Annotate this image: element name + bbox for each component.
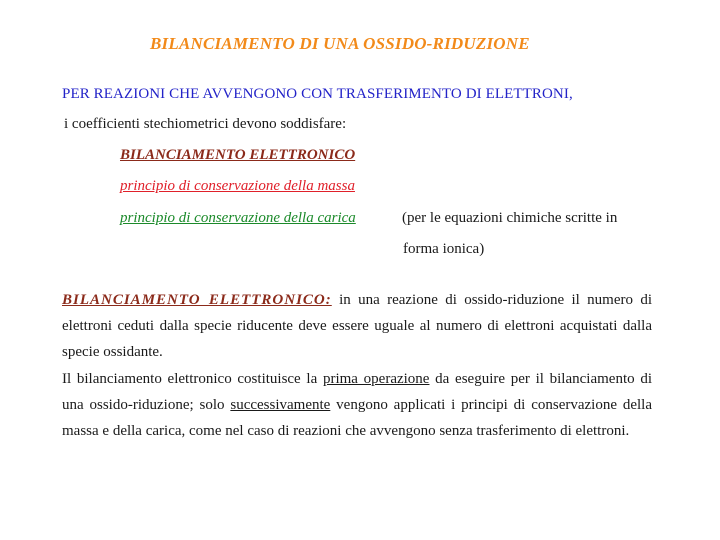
procedure-text-3: vengono applicati i principi di conservazione della massa e della carica, come nel caso di reazioni che avvengono senza trasferimento di elettroni. [62,397,652,439]
electronic-balance-text: in una reazione di ossido-riduzione il numero di elettroni ceduti dalla specie riducente deve essere uguale al numero di elettroni acquistati dalla specie ossidante. [62,292,652,360]
electronic-balance-label: BILANCIAMENTO ELETTRONICO: [62,292,332,308]
slide-title: BILANCIAMENTO DI UNA OSSIDO-RIDUZIONE [150,34,530,53]
requirement-charge-conservation: principio di conservazione della carica [120,210,356,226]
section-heading: PER REAZIONI CHE AVVENGONO CON TRASFERIMENTO DI ELETTRONI, [62,86,573,102]
procedure-text-1: Il bilanciamento elettronico costituisce la [62,371,323,387]
ionic-form-note-line1: (per le equazioni chimiche scritte in [402,210,618,226]
ionic-form-note-line2: forma ionica) [403,241,485,257]
procedure-paragraph [62,366,652,444]
first-operation-emphasis: prima operazione [322,371,430,387]
requirement-mass-conservation: principio di conservazione della massa [120,178,355,194]
intro-text: i coefficienti stechiometrici devono soddisfare: [64,116,347,132]
requirement-electronic-balance: BILANCIAMENTO ELETTRONICO [120,147,356,163]
procedure-text-2: da eseguire per il bilanciamento di una ossido-riduzione; solo [62,371,652,413]
electronic-balance-paragraph [62,287,652,365]
subsequently-emphasis: successivamente [230,397,331,413]
